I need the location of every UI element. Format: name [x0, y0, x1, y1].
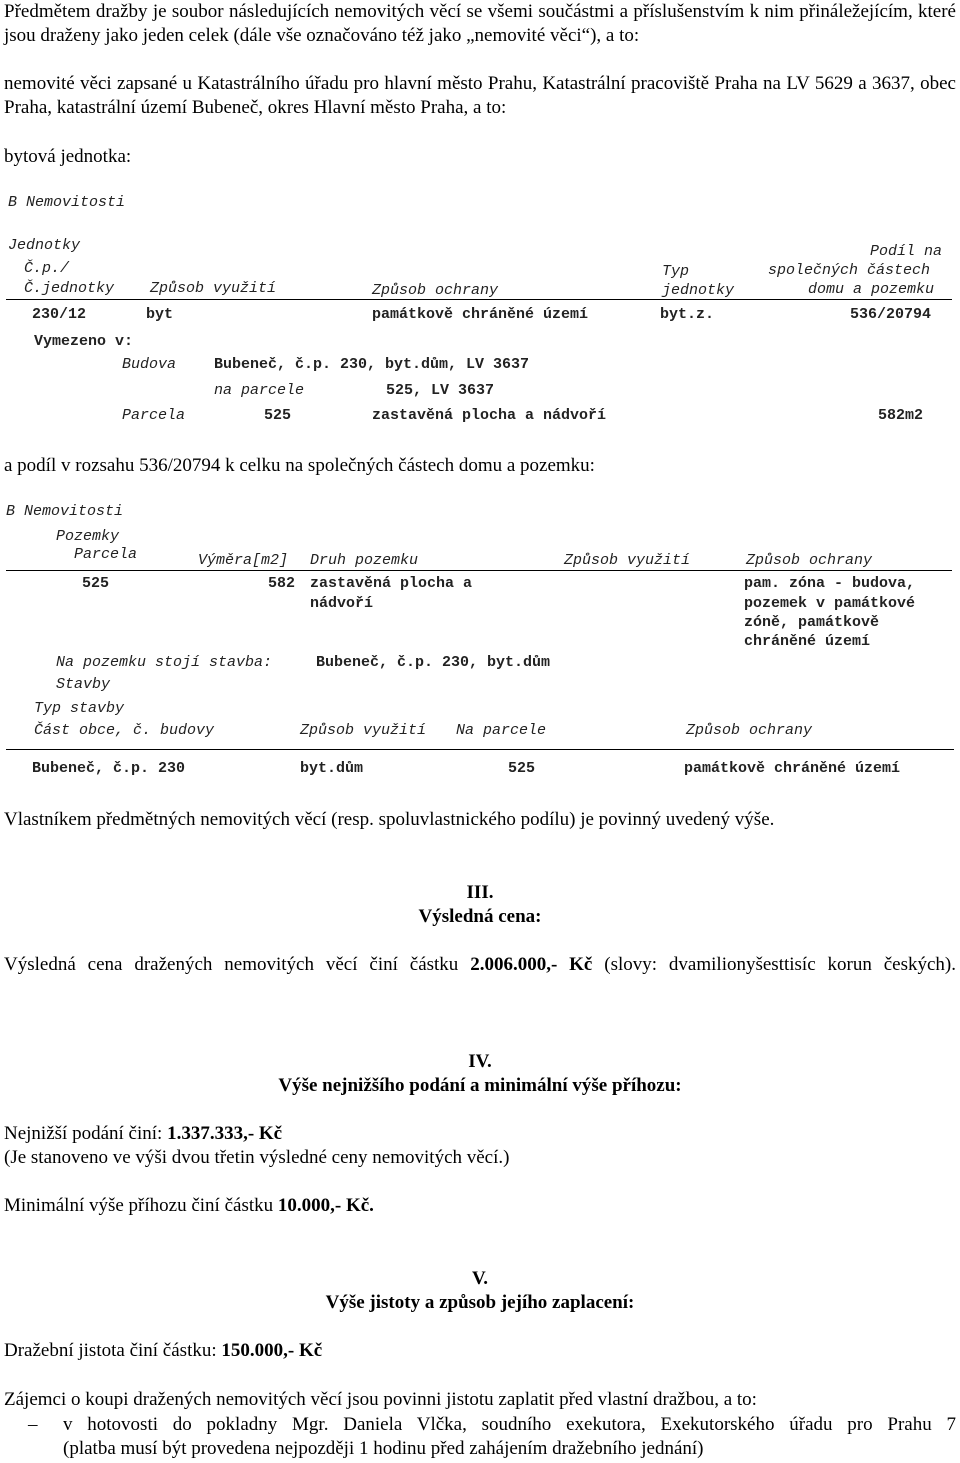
column-header: Na parcele: [456, 722, 547, 739]
column-header: domu a pozemku: [808, 281, 935, 298]
column-header: Č.jednotky: [24, 280, 115, 297]
lowest-bid-label: Nejnižší podání činí:: [4, 1123, 168, 1144]
field-value: Bubeneč, č.p. 230, byt.dům, LV 3637: [214, 356, 530, 373]
field-label: Parcela: [122, 407, 186, 424]
lowest-bid-note: (Je stanoveno ve výši dvou třetin výsledné ceny nemovitých věcí.): [4, 1147, 510, 1168]
min-increment-line: [4, 1194, 374, 1218]
column-header: Způsob ochrany: [686, 722, 813, 739]
table-cell: zastavěná plocha a: [310, 575, 473, 592]
field-label: Na pozemku stojí stavba:: [56, 654, 273, 671]
column-header: společných částech: [768, 262, 931, 279]
final-price-line: [4, 953, 956, 977]
table-cell: 525: [508, 760, 536, 777]
table-divider: [6, 749, 954, 750]
table-cell: nádvoří: [310, 595, 374, 612]
column-header: jednotky: [662, 282, 735, 299]
section-title: Výsledná cena:: [418, 906, 542, 927]
owner-paragraph: Vlastníkem předmětných nemovitých věcí (resp. spoluvlastnického podílu) je povinný uvedený výše.: [4, 809, 775, 830]
field-label: na parcele: [214, 382, 305, 399]
excerpt-section-title: B Nemovitosti: [6, 503, 124, 520]
lowest-bid-line: [4, 1122, 282, 1146]
table-cell: pozemek v památkové: [744, 595, 916, 612]
column-header: Druh pozemku: [310, 552, 419, 569]
column-header: Část obce, č. budovy: [34, 722, 215, 739]
field-value: 582m2: [878, 407, 924, 424]
table-cell: 525: [82, 575, 110, 592]
section-number: III.: [466, 882, 494, 903]
price-text: Výsledná cena dražených nemovitých věcí činí částku: [4, 954, 471, 975]
price-amount: 2.006.000,- Kč: [470, 954, 593, 975]
defined-in-label: Vymezeno v:: [34, 333, 134, 350]
column-header: Podíl na: [870, 243, 943, 260]
min-increment-value: 10.000,- Kč.: [277, 1195, 374, 1216]
column-header: Typ stavby: [34, 700, 125, 717]
column-header: Způsob ochrany: [746, 552, 873, 569]
min-increment-label: Minimální výše příhozu činí částku: [4, 1195, 278, 1216]
column-header: Č.p./: [24, 260, 70, 277]
deposit-line: [4, 1339, 322, 1363]
table-cell: pam. zóna - budova,: [744, 575, 916, 592]
table-cell: památkově chráněné území: [372, 306, 589, 323]
table-divider: [6, 299, 952, 300]
section-number: IV.: [468, 1051, 492, 1072]
table-cell: 536/20794: [850, 306, 932, 323]
lowest-bid-value: 1.337.333,- Kč: [167, 1123, 283, 1144]
field-value: zastavěná plocha a nádvoří: [372, 407, 607, 424]
section-number: V.: [471, 1268, 489, 1289]
bullet-line: v hotovosti do pokladny Mgr. Daniela Vlčka, soudního exekutora, Exekutorského úřadu pro Prahu 7: [63, 1414, 956, 1435]
excerpt-group-title: Stavby: [56, 676, 111, 693]
payment-paragraph: Zájemci o koupi dražených nemovitých věcí jsou povinni jistotu zaplatit před vlastní dražbou, a to:: [4, 1389, 757, 1410]
table-cell: památkově chráněné území: [684, 760, 901, 777]
column-header: Způsob využití: [300, 722, 427, 739]
intro-paragraph-2: nemovité věci zapsané u Katastrálního úřadu pro hlavní město Prahu, Katastrální pracoviště Praha na LV 5629 a 3637, obec Praha, katastrální území Bubeneč, okres Hlavní město Praha, a to:: [4, 73, 956, 118]
column-header: Způsob využití: [564, 552, 691, 569]
price-text-words: (slovy: dvamilionyšesttisíc korun českých).: [592, 954, 956, 975]
intro-paragraph-1: Předmětem dražby je soubor následujících nemovitých věcí se všemi součástmi a příslušenstvím k nim přináležejícím, které jsou draženy jako jeden celek (dále vše označováno též jako „nemovité věci“), a to:: [4, 1, 956, 46]
excerpt-section-title: B Nemovitosti: [8, 194, 126, 211]
table-cell: Bubeneč, č.p. 230: [32, 760, 186, 777]
bullet-dash: –: [28, 1414, 38, 1435]
table-cell: 582: [268, 575, 296, 592]
share-paragraph: a podíl v rozsahu 536/20794 k celku na společných částech domu a pozemku:: [4, 455, 595, 476]
column-header: Způsob ochrany: [372, 282, 499, 299]
column-header: Způsob využití: [150, 280, 277, 297]
excerpt-group-title: Pozemky: [56, 528, 120, 545]
unit-heading: bytová jednotka:: [4, 146, 132, 167]
table-cell: zóně, památkově: [744, 614, 880, 631]
table-cell: byt.z.: [660, 306, 715, 323]
section-title: Výše nejnižšího podání a minimální výše příhozu:: [278, 1075, 682, 1096]
field-label: Budova: [122, 356, 177, 373]
table-cell: chráněné území: [744, 633, 871, 650]
column-header: Výměra[m2]: [198, 552, 289, 569]
section-title: Výše jistoty a způsob jejího zaplacení:: [325, 1292, 635, 1313]
table-divider: [6, 570, 952, 571]
table-cell: 230/12: [32, 306, 87, 323]
table-cell: byt.dům: [300, 760, 364, 777]
column-header: Parcela: [74, 546, 138, 563]
excerpt-group-title: Jednotky: [8, 237, 81, 254]
column-header: Typ: [662, 263, 690, 280]
field-value: 525: [264, 407, 292, 424]
field-value: 525, LV 3637: [386, 382, 495, 399]
deposit-label: Dražební jistota činí částku:: [4, 1340, 222, 1361]
bullet-line: (platba musí být provedena nejpozději 1 hodinu před zahájením dražebního jednání): [63, 1438, 704, 1459]
table-cell: byt: [146, 306, 174, 323]
deposit-value: 150.000,- Kč: [221, 1340, 323, 1361]
field-value: Bubeneč, č.p. 230, byt.dům: [316, 654, 551, 671]
